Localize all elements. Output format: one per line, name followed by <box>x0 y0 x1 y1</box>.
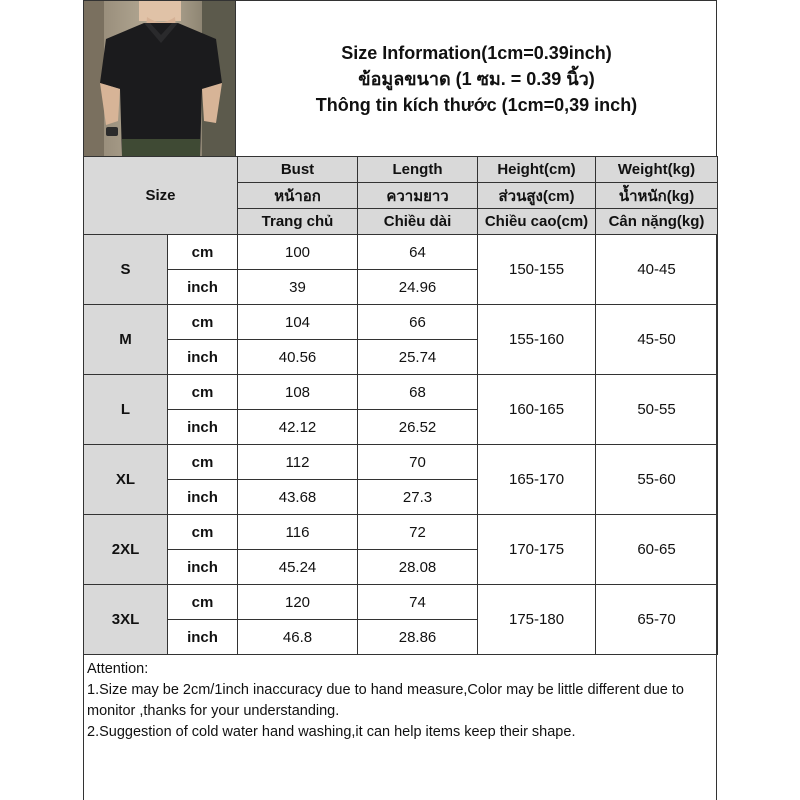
bust-cm: 108 <box>238 375 358 410</box>
length-header-en: Length <box>358 157 478 183</box>
size-label: S <box>84 235 168 305</box>
length-cm: 72 <box>358 515 478 550</box>
size-label: XL <box>84 445 168 515</box>
bust-inch: 43.68 <box>238 480 358 515</box>
height-range: 160-165 <box>478 375 596 445</box>
table-row <box>84 375 718 410</box>
length-cm: 74 <box>358 585 478 620</box>
bust-inch: 42.12 <box>238 410 358 445</box>
size-label: 2XL <box>84 515 168 585</box>
height-header-en: Height(cm) <box>478 157 596 183</box>
size-info-title <box>237 1 716 156</box>
table-row <box>84 585 718 620</box>
height-range: 165-170 <box>478 445 596 515</box>
height-header-vi: Chiều cao(cm) <box>478 209 596 235</box>
bust-cm: 104 <box>238 305 358 340</box>
bust-inch: 39 <box>238 270 358 305</box>
unit-cm: cm <box>168 515 238 550</box>
weight-header-th: น้ำหนัก(kg) <box>596 183 718 209</box>
length-header-th: ความยาว <box>358 183 478 209</box>
bust-header-th: หน้าอก <box>238 183 358 209</box>
length-inch: 25.74 <box>358 340 478 375</box>
length-header-vi: Chiều dài <box>358 209 478 235</box>
table-row <box>84 235 718 270</box>
length-inch: 27.3 <box>358 480 478 515</box>
size-rows <box>84 235 718 655</box>
size-table <box>83 156 718 655</box>
length-cm: 70 <box>358 445 478 480</box>
weight-range: 65-70 <box>596 585 718 655</box>
bust-inch: 46.8 <box>238 620 358 655</box>
length-inch: 24.96 <box>358 270 478 305</box>
height-range: 150-155 <box>478 235 596 305</box>
bust-cm: 116 <box>238 515 358 550</box>
height-range: 170-175 <box>478 515 596 585</box>
title-english: Size Information(1cm=0.39inch) <box>341 42 612 63</box>
bust-cm: 100 <box>238 235 358 270</box>
weight-header-vi: Cân nặng(kg) <box>596 209 718 235</box>
table-row <box>84 305 718 340</box>
table-row <box>84 515 718 550</box>
product-photo <box>84 1 236 156</box>
attention-note <box>84 659 714 743</box>
weight-range: 45-50 <box>596 305 718 375</box>
unit-inch: inch <box>168 550 238 585</box>
weight-range: 55-60 <box>596 445 718 515</box>
bust-cm: 112 <box>238 445 358 480</box>
length-inch: 28.86 <box>358 620 478 655</box>
attention-line-1: 1.Size may be 2cm/1inch inaccuracy due to hand measure,Color may be little different due to monitor ,thanks for your understanding. <box>87 682 684 719</box>
table-row <box>84 445 718 480</box>
length-cm: 64 <box>358 235 478 270</box>
unit-inch: inch <box>168 620 238 655</box>
model-in-black-polo-image <box>84 1 236 156</box>
weight-header-en: Weight(kg) <box>596 157 718 183</box>
weight-range: 50-55 <box>596 375 718 445</box>
length-inch: 26.52 <box>358 410 478 445</box>
attention-heading: Attention: <box>87 661 149 677</box>
length-cm: 66 <box>358 305 478 340</box>
size-label: L <box>84 375 168 445</box>
unit-cm: cm <box>168 375 238 410</box>
unit-cm: cm <box>168 445 238 480</box>
weight-range: 40-45 <box>596 235 718 305</box>
size-label: 3XL <box>84 585 168 655</box>
unit-inch: inch <box>168 340 238 375</box>
unit-cm: cm <box>168 235 238 270</box>
height-header-th: ส่วนสูง(cm) <box>478 183 596 209</box>
weight-range: 60-65 <box>596 515 718 585</box>
bust-header-en: Bust <box>238 157 358 183</box>
unit-inch: inch <box>168 410 238 445</box>
unit-cm: cm <box>168 585 238 620</box>
unit-inch: inch <box>168 270 238 305</box>
unit-cm: cm <box>168 305 238 340</box>
unit-inch: inch <box>168 480 238 515</box>
height-range: 175-180 <box>478 585 596 655</box>
bust-cm: 120 <box>238 585 358 620</box>
size-label: M <box>84 305 168 375</box>
length-inch: 28.08 <box>358 550 478 585</box>
size-column-header: Size <box>84 157 238 235</box>
bust-inch: 40.56 <box>238 340 358 375</box>
title-thai: ข้อมูลขนาด (1 ซม. = 0.39 นิ้ว) <box>358 68 595 89</box>
length-cm: 68 <box>358 375 478 410</box>
height-range: 155-160 <box>478 305 596 375</box>
attention-line-2: 2.Suggestion of cold water hand washing,it can help items keep their shape. <box>87 724 576 740</box>
bust-header-vi: Trang chủ <box>238 209 358 235</box>
bust-inch: 45.24 <box>238 550 358 585</box>
title-vietnamese: Thông tin kích thước (1cm=0,39 inch) <box>315 94 638 115</box>
